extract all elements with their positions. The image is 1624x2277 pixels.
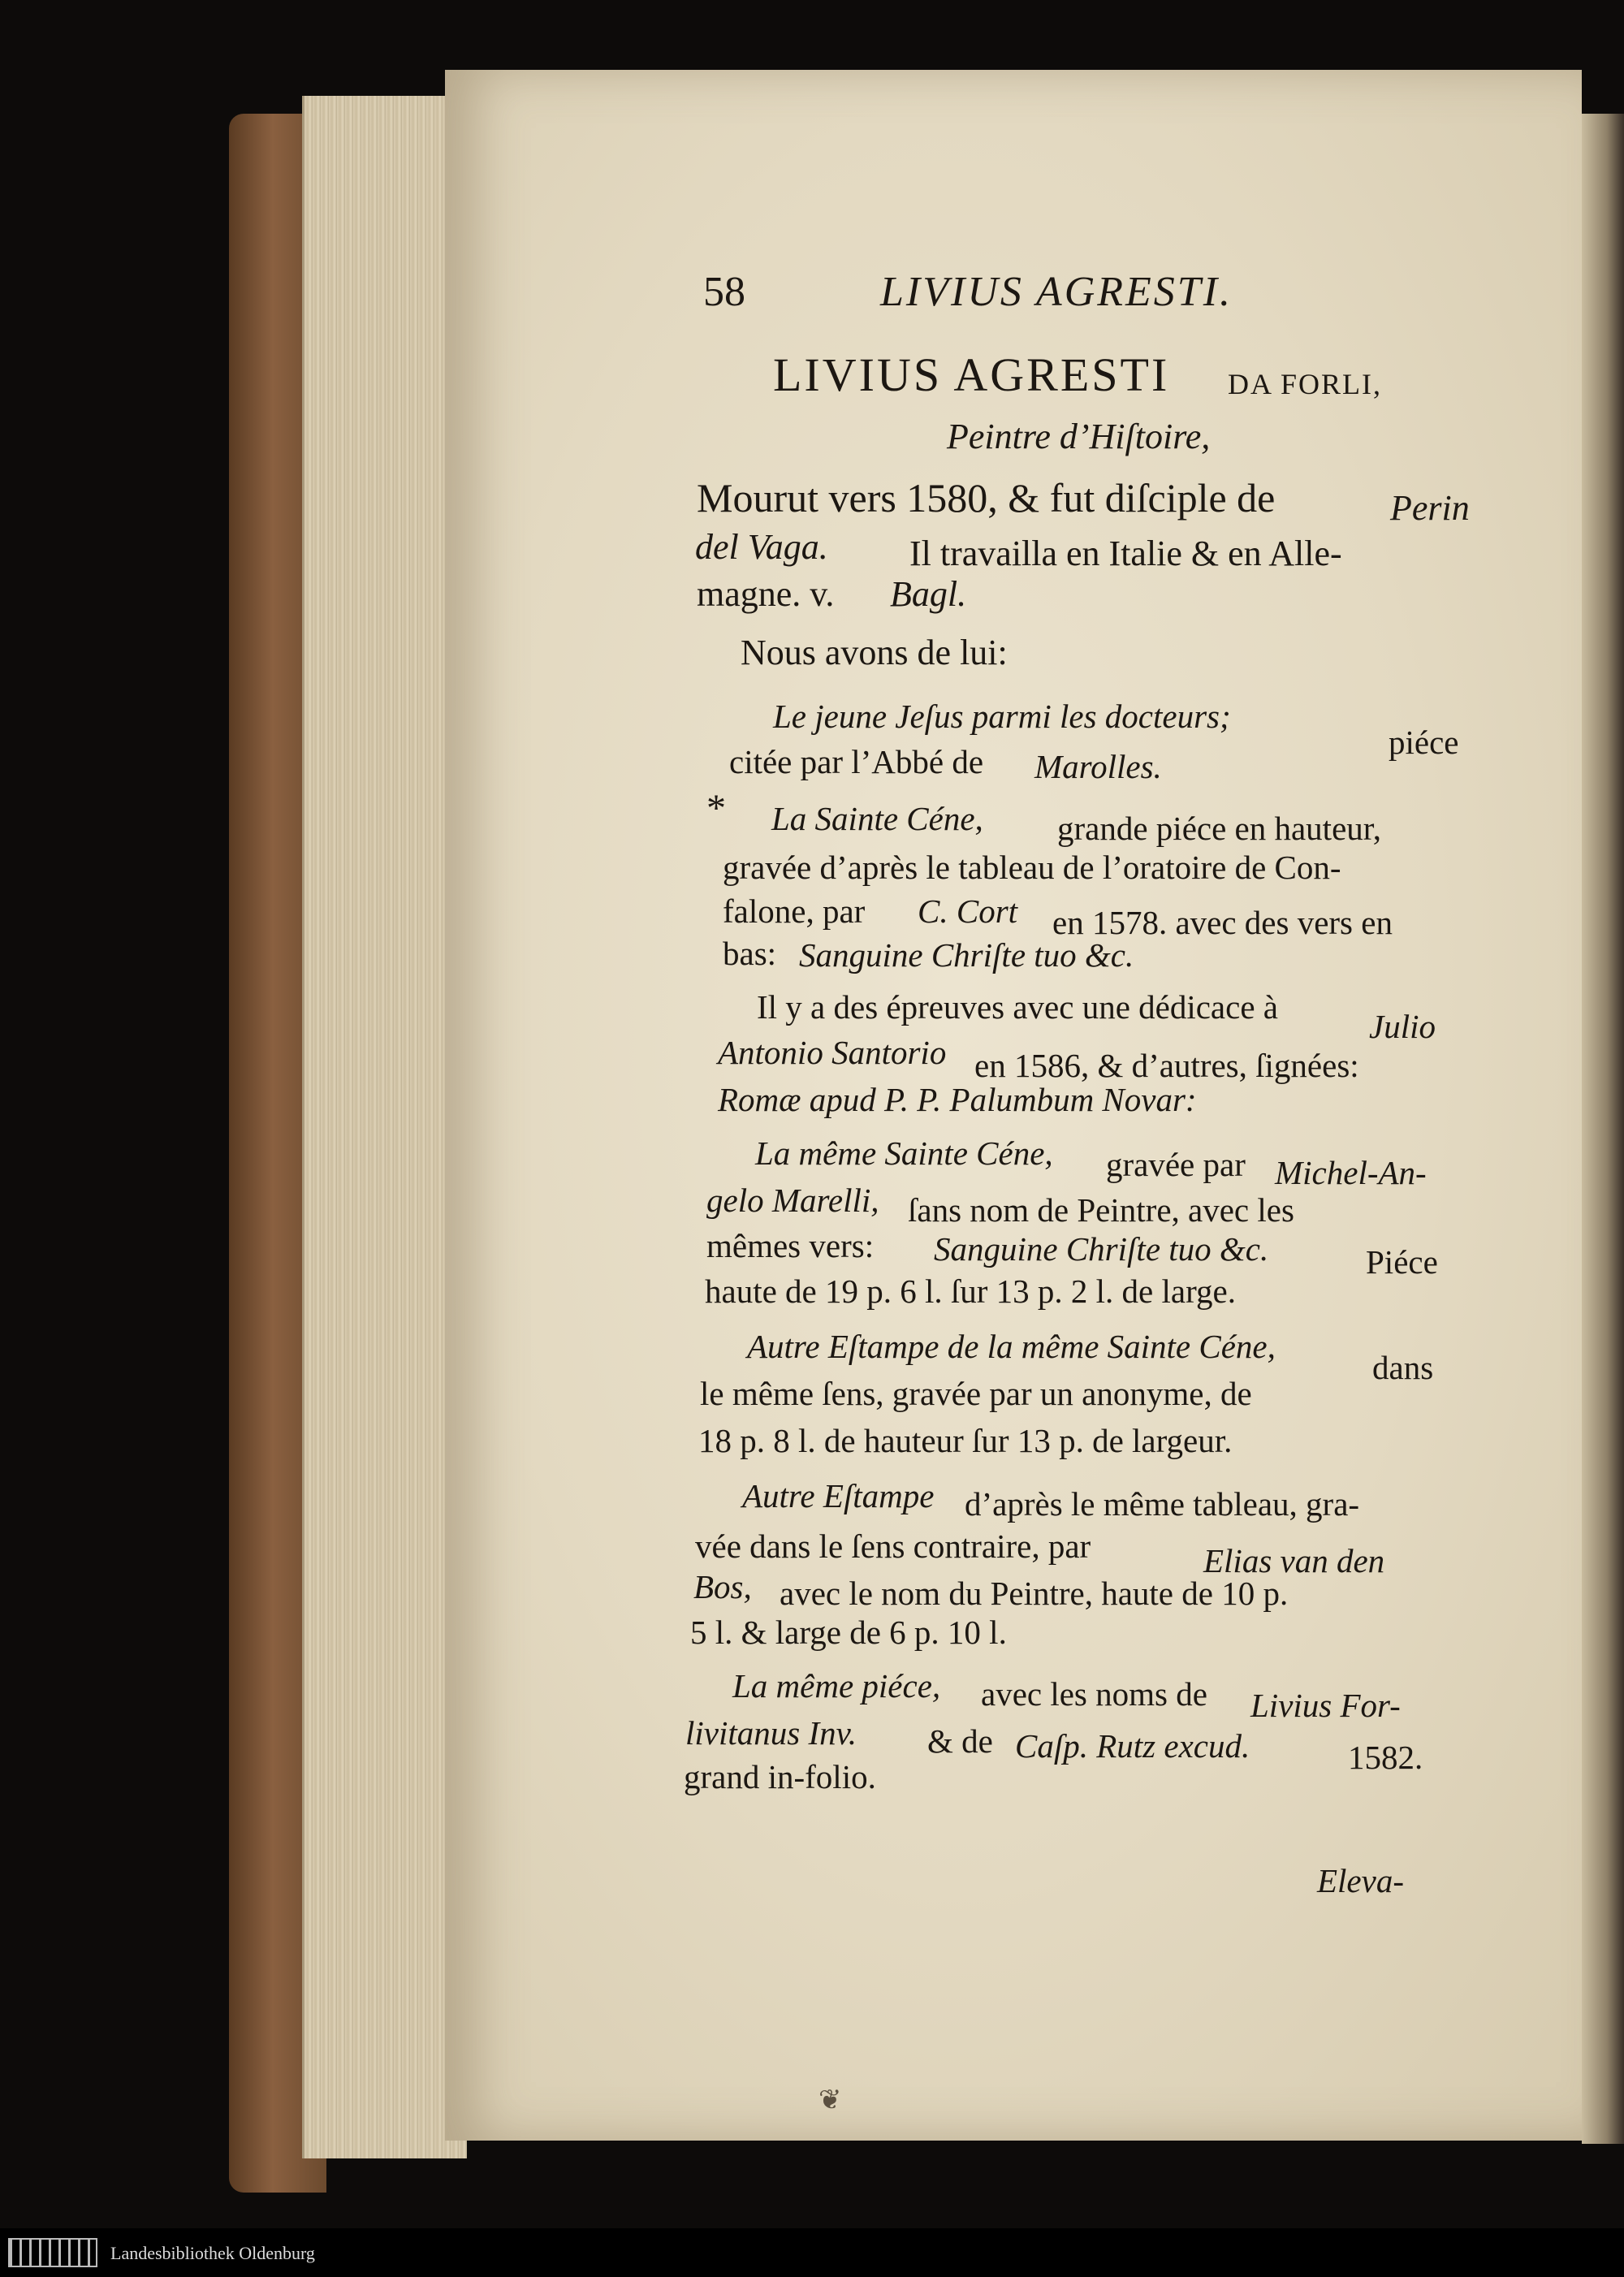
text-line: grande piéce en hauteur,: [1057, 810, 1382, 847]
entry-name: LIVIUS AGRESTI: [773, 348, 1170, 401]
text-line: Julio: [1369, 1008, 1436, 1045]
text-line: en 1578. avec des vers en: [1052, 904, 1393, 941]
text-line: Livius For-: [1250, 1687, 1401, 1724]
text-line: gravée par: [1106, 1146, 1246, 1183]
text-line: La Sainte Céne,: [771, 800, 983, 837]
text-line: 5 l. & large de 6 p. 10 l.: [690, 1614, 1007, 1651]
text-line: gelo Marelli,: [706, 1182, 879, 1219]
text-line: & de: [927, 1722, 993, 1760]
text-line: Bos,: [693, 1568, 752, 1605]
entry-origin: DA FORLI,: [1228, 368, 1383, 400]
text-line: Sanguine Chriſte tuo &c.: [799, 936, 1134, 974]
text-line: Autre Eſtampe: [742, 1477, 935, 1514]
text-line: Bagl.: [890, 574, 967, 614]
text-line: Nous avons de lui:: [741, 633, 1008, 672]
text-line: grand in-folio.: [684, 1758, 876, 1795]
text-line: Michel-An-: [1275, 1154, 1427, 1191]
ornament-icon: ❦: [818, 2084, 842, 2116]
text-line: vée dans le ſens contraire, par: [695, 1527, 1091, 1565]
catchword: Eleva-: [1317, 1862, 1404, 1899]
text-line: Romæ apud P. P. Palumbum Novar:: [718, 1081, 1197, 1118]
text-line: avec le nom du Peintre, haute de 10 p.: [780, 1575, 1289, 1612]
page-number: 58: [703, 269, 745, 315]
text-line: *: [706, 787, 726, 830]
text-line: magne. v.: [697, 574, 835, 614]
library-logo-icon: [8, 2238, 97, 2267]
text-line: Mourut vers 1580, & fut diſciple de: [697, 475, 1276, 521]
text-line: 1582.: [1348, 1739, 1423, 1776]
text-line: 18 p. 8 l. de hauteur ſur 13 p. de largeur.: [698, 1422, 1233, 1459]
text-line: Sanguine Chriſte tuo &c.: [934, 1230, 1269, 1268]
page-edges: [302, 96, 467, 2158]
page-gutter-shadow: [1582, 114, 1624, 2144]
text-line: en 1586, & d’autres, ſignées:: [974, 1047, 1359, 1084]
text-line: d’après le même tableau, gra-: [965, 1485, 1360, 1523]
text-line: le même ſens, gravée par un anonyme, de: [700, 1375, 1252, 1412]
text-line: livitanus Inv.: [685, 1714, 857, 1752]
text-line: Le jeune Jeſus parmi les docteurs;: [773, 698, 1231, 735]
text-line: falone, par: [723, 892, 866, 930]
text-line: La même piéce,: [732, 1667, 941, 1705]
text-line: citée par l’Abbé de: [729, 743, 984, 780]
text-line: piéce: [1389, 724, 1459, 761]
text-line: ſans nom de Peintre, avec les: [908, 1191, 1294, 1229]
text-line: Antonio Santorio: [718, 1034, 947, 1071]
text-line: Piéce: [1366, 1243, 1438, 1281]
running-title: LIVIUS AGRESTI.: [880, 269, 1233, 315]
text-line: haute de 19 p. 6 l. ſur 13 p. 2 l. de large.: [705, 1272, 1236, 1310]
text-line: Autre Eſtampe de la même Sainte Céne,: [747, 1328, 1276, 1365]
library-name: Landesbibliothek Oldenburg: [110, 2243, 315, 2263]
text-line: Caſp. Rutz excud.: [1015, 1727, 1250, 1765]
text-line: Il y a des épreuves avec une dédicace à: [757, 988, 1278, 1026]
text-line: La même Sainte Céne,: [755, 1134, 1053, 1172]
text-line: mêmes vers:: [706, 1227, 875, 1264]
text-line: gravée d’après le tableau de l’oratoire de Con-: [723, 849, 1341, 886]
text-line: Perin: [1390, 488, 1470, 528]
text-line: dans: [1372, 1349, 1434, 1386]
text-line: Il travailla en Italie & en Alle-: [909, 534, 1342, 573]
text-line: del Vaga.: [695, 527, 828, 567]
text-line: bas:: [723, 935, 777, 972]
text-line: C. Cort: [918, 892, 1018, 930]
text-line: Marolles.: [1034, 748, 1162, 785]
text-line: Elias van den: [1203, 1542, 1385, 1579]
entry-profession: Peintre d’Hiſtoire,: [947, 417, 1211, 456]
text-line: avec les noms de: [981, 1675, 1207, 1713]
